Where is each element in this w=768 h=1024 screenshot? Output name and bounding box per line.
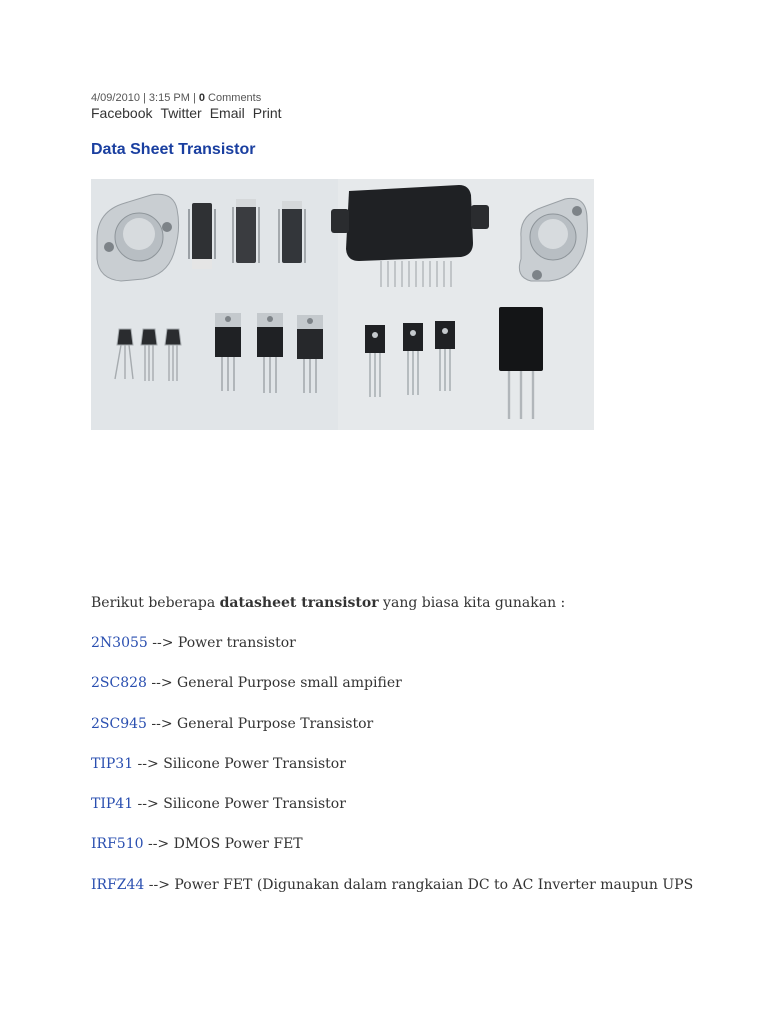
datasheet-link-2sc945[interactable]: 2SC945 (91, 715, 147, 732)
intro-bold-text: datasheet transistor (219, 595, 379, 611)
post-date: 4/09/2010 (91, 92, 140, 104)
meta-separator: | (139, 92, 149, 104)
dip-ic-2 (233, 199, 259, 263)
comments-label[interactable]: Comments (205, 92, 262, 104)
meta-separator: | (189, 92, 199, 104)
post-meta (91, 92, 261, 104)
transistor-item: IRFZ44 --> Power FET (Digunakan dalam rangkaian DC to AC Inverter maupun UPS (91, 876, 694, 893)
transistor-photo (91, 179, 594, 430)
dip-ic-1 (189, 203, 215, 269)
transistor-item: 2N3055 --> Power transistor (91, 635, 296, 651)
post-title[interactable]: Data Sheet Transistor (91, 141, 256, 158)
post-time: 3:15 PM (148, 92, 190, 104)
datasheet-link-irf510[interactable]: IRF510 (91, 836, 144, 853)
transistor-item: TIP41 --> Silicone Power Transistor (91, 796, 346, 813)
print-link[interactable]: Print (252, 105, 282, 121)
dip-ic-3 (279, 201, 305, 263)
datasheet-link-irfz44[interactable]: IRFZ44 (91, 876, 145, 893)
post-body (91, 592, 751, 914)
facebook-share-link[interactable]: Facebook (91, 105, 153, 121)
datasheet-link-2sc828[interactable]: 2SC828 (91, 675, 147, 692)
transistor-item: 2SC945 --> General Purpose Transistor (91, 715, 374, 732)
email-share-link[interactable]: Email (209, 105, 245, 121)
share-links (91, 105, 282, 121)
intro-paragraph: Berikut beberapa datasheet transistor yang biasa kita gunakan : (91, 595, 566, 611)
datasheet-link-tip41[interactable]: TIP41 (91, 796, 134, 813)
transistor-item: 2SC828 --> General Purpose small ampifier (91, 675, 402, 692)
transistor-photo-illustration (91, 179, 594, 430)
transistor-item: TIP31 --> Silicone Power Transistor (91, 755, 346, 772)
datasheet-link-tip31[interactable]: TIP31 (91, 755, 134, 772)
transistor-item: IRF510 --> DMOS Power FET (91, 836, 303, 853)
comment-count[interactable]: 0 (198, 92, 205, 104)
twitter-share-link[interactable]: Twitter (160, 105, 202, 121)
datasheet-link-2n3055[interactable]: 2N3055 (91, 635, 148, 651)
